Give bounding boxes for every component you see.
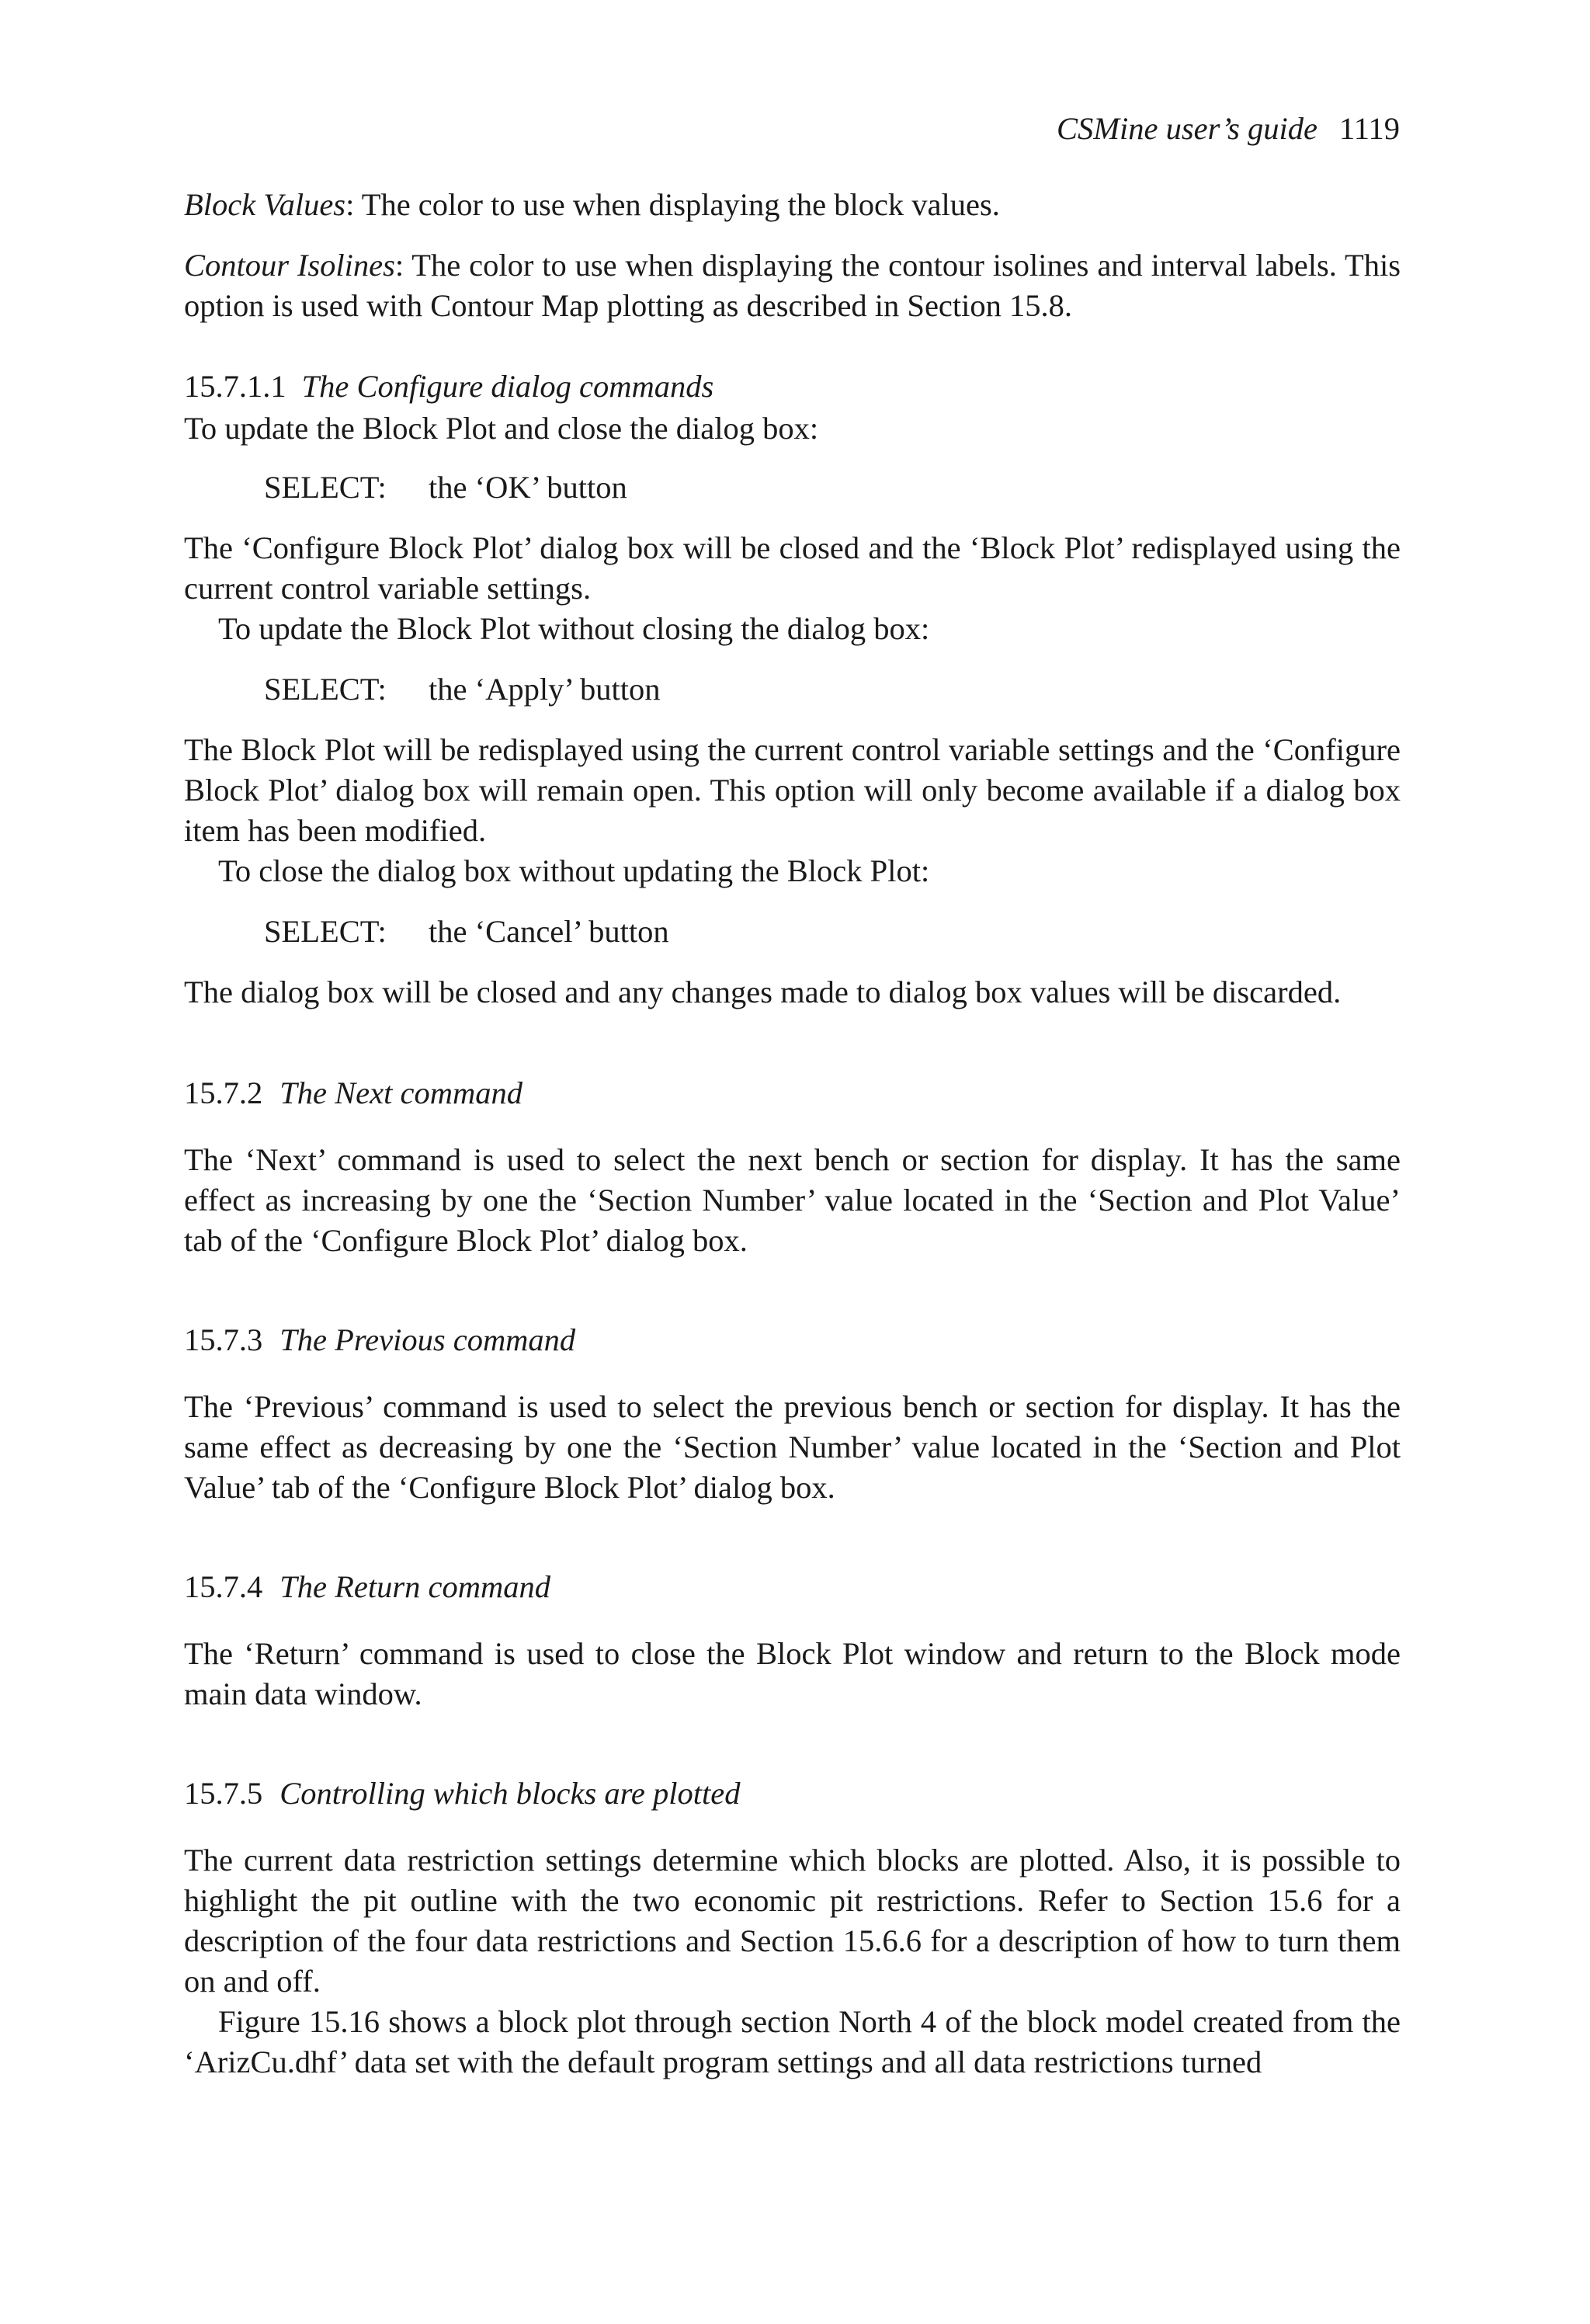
after-apply-paragraph: The Block Plot will be redisplayed using the current control variable settings and the ‘Configure Block Plot’ dialog box will remain open. This option will only become available if a dialog box item has been modified. (184, 732, 1401, 848)
heading-15-7-4 (184, 1567, 550, 1607)
heading-number: 15.7.3 (184, 1322, 263, 1357)
heading-15-7-3 (184, 1320, 575, 1360)
heading-title: The Next command (279, 1075, 522, 1110)
ok-intro-text: To update the Block Plot and close the dialog box: (184, 411, 819, 446)
select-cancel-value: the ‘Cancel’ button (429, 914, 669, 949)
controlling-blocks-paragraph: The current data restriction settings determine which blocks are plotted. Also, it is possible to highlight the pit outline with the two economic pit restrictions. Refer to Section 15.6 for a description of the four data restrictions and Section 15.6.6 for a description of how to turn them on and off. (184, 1843, 1401, 1999)
contour-isolines-paragraph (184, 245, 1401, 326)
return-command-paragraph: The ‘Return’ command is used to close the Block Plot window and return to the Block mode main data window. (184, 1636, 1401, 1711)
heading-15-7-1-1 (184, 366, 713, 407)
select-cancel-line (264, 912, 669, 952)
after-cancel-paragraph: The dialog box will be closed and any changes made to dialog box values will be discarded. (184, 974, 1342, 1009)
heading-number: 15.7.2 (184, 1075, 263, 1110)
select-keyword: SELECT: (264, 470, 387, 505)
select-ok-value: the ‘OK’ button (429, 470, 627, 505)
contour-isolines-text: : The color to use when displaying the contour isolines and interval labels. This option is used with Contour Map plotting as described in Section 15.8. (184, 248, 1401, 323)
running-head (1057, 109, 1400, 149)
select-keyword: SELECT: (264, 914, 387, 949)
block-values-paragraph (184, 185, 1401, 225)
page-number: 1119 (1339, 111, 1400, 146)
heading-title: Controlling which blocks are plotted (279, 1776, 741, 1811)
figure-reference-paragraph: Figure 15.16 shows a block plot through section North 4 of the block model created from the ‘ArizCu.dhf’ data set with the default program settings and all data restrictions turned (184, 2004, 1401, 2079)
heading-title: The Configure dialog commands (301, 369, 714, 404)
heading-number: 15.7.1.1 (184, 369, 286, 404)
select-keyword: SELECT: (264, 672, 387, 707)
cancel-intro-text: To close the dialog box without updating the Block Plot: (218, 853, 930, 888)
heading-15-7-2 (184, 1073, 522, 1113)
select-ok-line (264, 467, 627, 508)
apply-intro-text: To update the Block Plot without closing the dialog box: (218, 611, 930, 646)
block-values-term: Block Values (184, 187, 346, 222)
heading-number: 15.7.5 (184, 1776, 263, 1811)
heading-title: The Return command (279, 1569, 550, 1604)
contour-isolines-term: Contour Isolines (184, 248, 395, 283)
block-values-text: : The color to use when displaying the block values. (345, 187, 1000, 222)
after-ok-paragraph: The ‘Configure Block Plot’ dialog box will be closed and the ‘Block Plot’ redisplayed using the current control variable settings. (184, 530, 1401, 606)
heading-number: 15.7.4 (184, 1569, 263, 1604)
next-command-paragraph: The ‘Next’ command is used to select the next bench or section for display. It has the same effect as increasing by one the ‘Section Number’ value located in the ‘Section and Plot Value’ tab of the ‘Configure Block Plot’ dialog box. (184, 1142, 1401, 1258)
select-apply-line (264, 669, 660, 710)
running-head-title: CSMine user’s guide (1057, 111, 1317, 146)
previous-command-paragraph: The ‘Previous’ command is used to select the previous bench or section for display. It has the same effect as decreasing by one the ‘Section Number’ value located in the ‘Section and Plot Value’ tab of the ‘Configure Block Plot’ dialog box. (184, 1389, 1401, 1505)
heading-15-7-5 (184, 1773, 740, 1814)
select-apply-value: the ‘Apply’ button (429, 672, 661, 707)
heading-title: The Previous command (279, 1322, 576, 1357)
